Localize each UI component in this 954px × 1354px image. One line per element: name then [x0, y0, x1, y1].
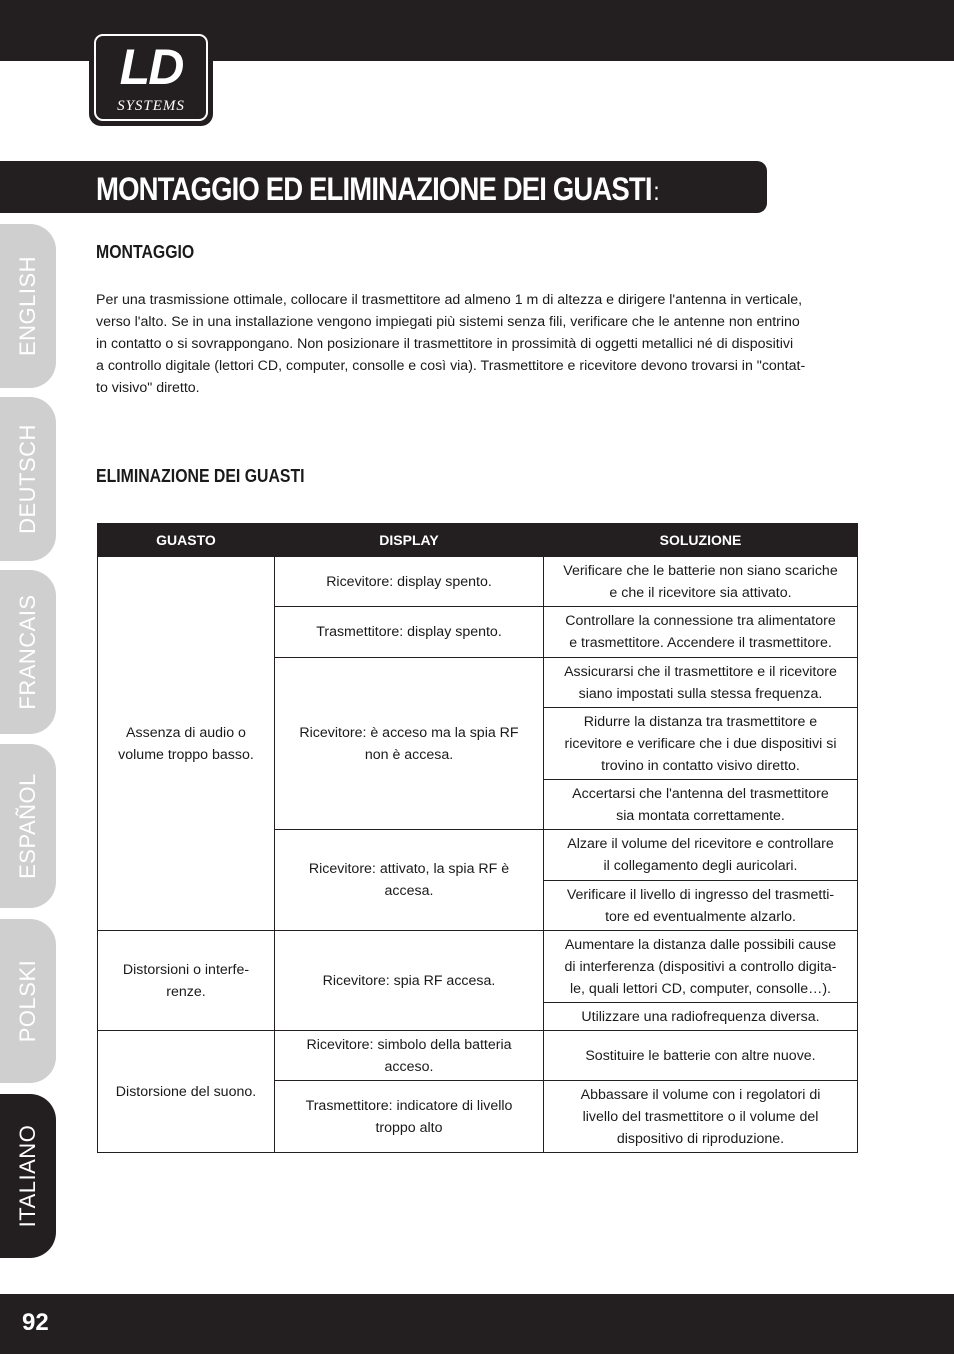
- header-soluzione: SOLUZIONE: [544, 524, 858, 557]
- display-cell: Ricevitore: simbolo della batteria acceso.: [275, 1031, 544, 1081]
- solution-cell: Sostituire le batterie con altre nuove.: [544, 1031, 858, 1081]
- solution-cell: Verificare che le batterie non siano scariche e che il ricevitore sia attivato.: [544, 557, 858, 607]
- solution-cell: Assicurarsi che il trasmettitore e il ricevitore siano impostati sulla stessa frequenza.: [544, 658, 858, 708]
- table-header-row: [98, 524, 858, 557]
- table-row: [98, 1031, 858, 1081]
- display-cell: Ricevitore: attivato, la spia RF è accesa.: [275, 830, 544, 931]
- tab-label: POLSKI: [15, 959, 40, 1043]
- solution-cell: Aumentare la distanza dalle possibili cause di interferenza (dispositivi a controllo digita- le, quali lettori CD, computer, consolle…).: [544, 931, 858, 1003]
- solution-cell: Ridurre la distanza tra trasmettitore e ricevitore e verificare che i due dispositivi si trovino in contatto visivo diretto.: [544, 708, 858, 780]
- fault-cell: Distorsioni o interfe- renze.: [98, 931, 275, 1031]
- table-row: [98, 931, 858, 1003]
- tab-espanol[interactable]: [0, 744, 56, 908]
- tab-label: ITALIANO: [15, 1124, 40, 1228]
- page-title-bar: [0, 161, 767, 213]
- page-number: 92: [22, 1309, 49, 1336]
- troubleshooting-table: [97, 523, 858, 1153]
- tab-label: DEUTSCH: [15, 424, 40, 534]
- fault-cell: Distorsione del suono.: [98, 1031, 275, 1153]
- solution-cell: Controllare la connessione tra alimentatore e trasmettitore. Accendere il trasmettitore.: [544, 607, 858, 658]
- solution-cell: Abbassare il volume con i regolatori di livello del trasmettitore o il volume del dispositivo di riproduzione.: [544, 1081, 858, 1153]
- tab-deutsch[interactable]: [0, 397, 56, 561]
- logo-sub-text: SYSTEMS: [117, 98, 185, 114]
- section-heading-eliminazione: ELIMINAZIONE DEI GUASTI: [96, 466, 305, 486]
- tab-label: ESPAÑOL: [15, 773, 40, 879]
- solution-cell: Accertarsi che l'antenna del trasmettitore sia montata correttamente.: [544, 780, 858, 830]
- solution-cell: Utilizzare una radiofrequenza diversa.: [544, 1003, 858, 1031]
- logo-frame: [94, 34, 208, 121]
- section-heading-montaggio: MONTAGGIO: [96, 242, 195, 262]
- solution-cell: Alzare il volume del ricevitore e controllare il collegamento degli auricolari.: [544, 830, 858, 881]
- tab-francais[interactable]: [0, 570, 56, 734]
- ld-systems-logo: [89, 28, 213, 126]
- tab-label: ENGLISH: [15, 255, 40, 357]
- logo-main-text: LD: [119, 39, 183, 95]
- tab-italiano[interactable]: [0, 1094, 56, 1258]
- solution-cell: Verificare il livello di ingresso del trasmetti- tore ed eventualmente alzarlo.: [544, 881, 858, 931]
- fault-cell: Assenza di audio o volume troppo basso.: [98, 557, 275, 931]
- footer-bar: [0, 1294, 954, 1354]
- display-cell: Ricevitore: è acceso ma la spia RF non è accesa.: [275, 658, 544, 830]
- display-cell: Trasmettitore: indicatore di livello troppo alto: [275, 1081, 544, 1153]
- header-guasto: GUASTO: [98, 524, 275, 557]
- montaggio-paragraph: Per una trasmissione ottimale, collocare il trasmettitore ad almeno 1 m di altezza e dirigere l'antenna in verticale, verso l'alto. Se in una installazione vengono impiegati più sistemi senza fili, verificare che le antenne non entrino in contatto o si sovrappongano. Non posizionare il trasmettitore in prossimità di oggetti metallici né di dispositivi a controllo digitale (lettori CD, computer, consolle e così via). Trasmettitore e ricevitore devono trovarsi in "contat- to visivo" diretto.: [96, 292, 806, 396]
- tab-label: FRANCAIS: [15, 594, 40, 710]
- tab-polski[interactable]: [0, 919, 56, 1083]
- table-row: [98, 557, 858, 607]
- page-title-text: MONTAGGIO ED ELIMINAZIONE DEI GUASTI: [96, 171, 652, 207]
- display-cell: Trasmettitore: display spento.: [275, 607, 544, 658]
- tab-english[interactable]: [0, 224, 56, 388]
- page-title-colon: :: [653, 176, 659, 206]
- display-cell: Ricevitore: spia RF accesa.: [275, 931, 544, 1031]
- display-cell: Ricevitore: display spento.: [275, 557, 544, 607]
- header-display: DISPLAY: [275, 524, 544, 557]
- page-title: [96, 169, 659, 211]
